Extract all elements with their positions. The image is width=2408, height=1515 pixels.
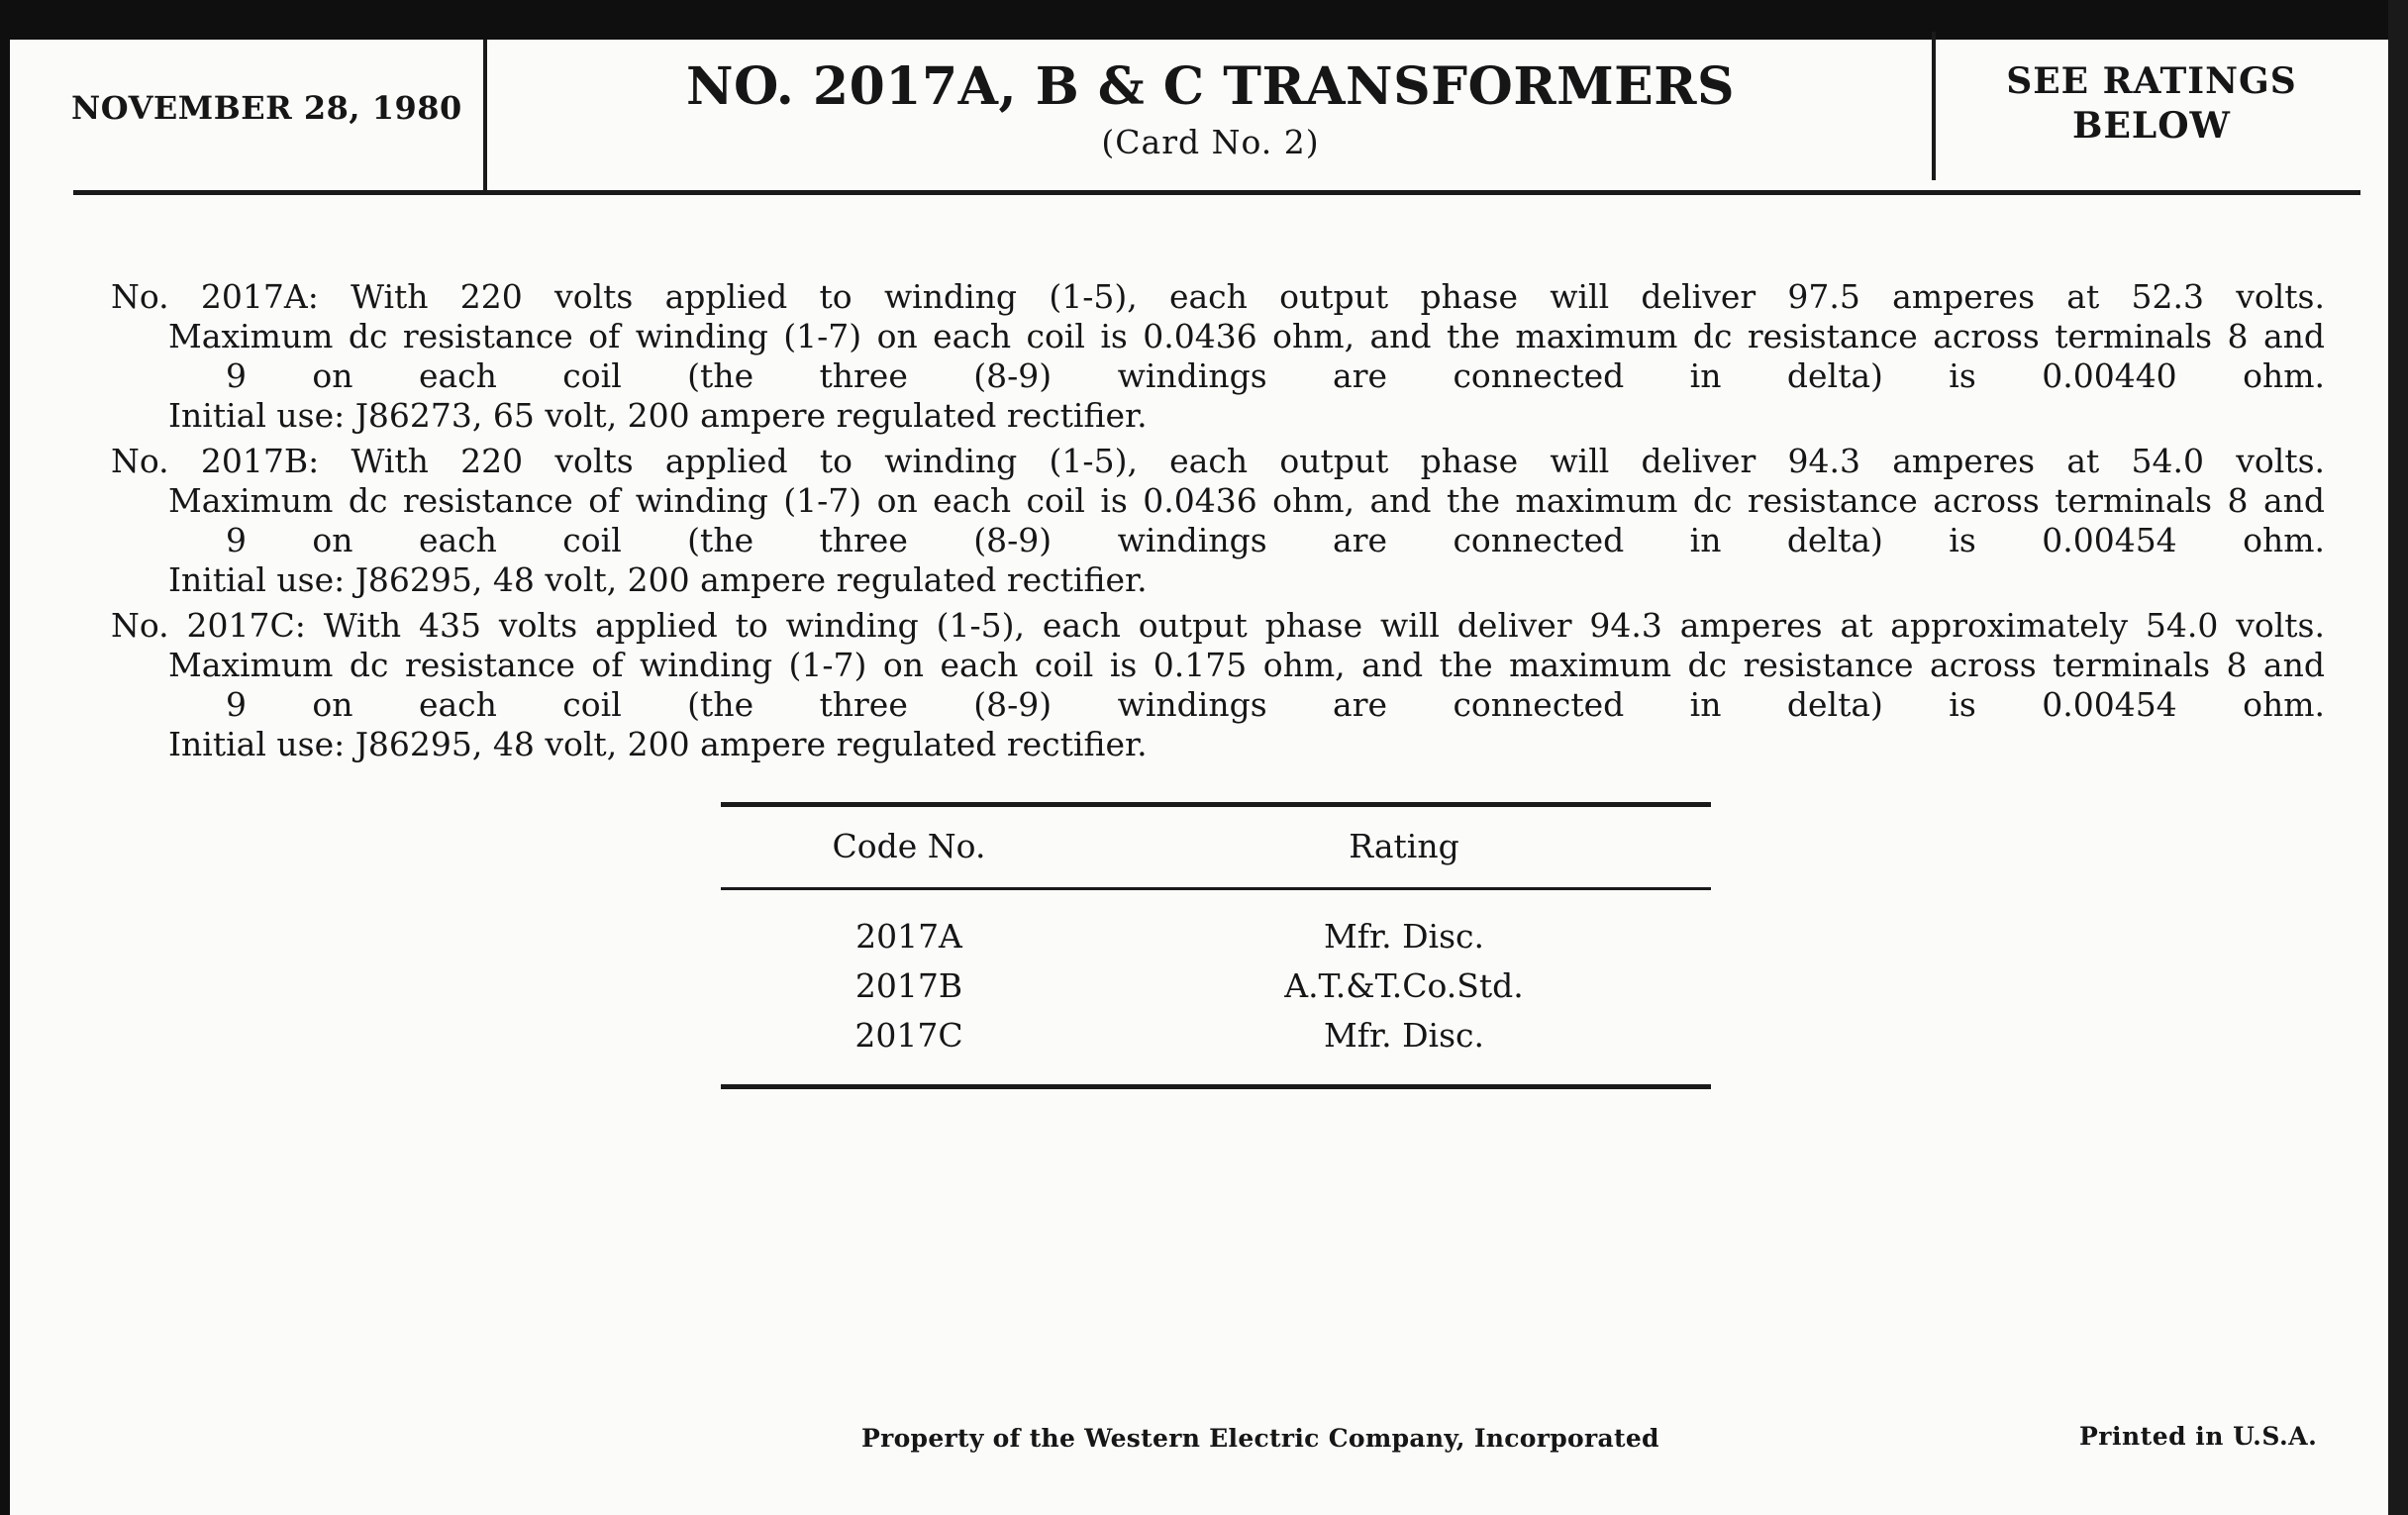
table-row: [721, 912, 1711, 961]
property-notice: Property of the Western Electric Company, Incorporated: [861, 1424, 1659, 1453]
code-cell: 2017A: [855, 917, 962, 956]
column-header-code: Code No.: [832, 827, 986, 865]
entry-resistance-line1: Maximum dc resistance of winding (1-7) on each coil is 0.0436 ohm, and the maximum dc resistance across terminals 8 and: [168, 481, 2325, 520]
issue-date: NOVEMBER 28, 1980: [71, 89, 462, 127]
entry-lead: No. 2017B: With 220 volts applied to winding (1-5), each output phase will deliver 94.3 amperes at 54.0 volts.: [111, 442, 2325, 480]
scan-edge: [2388, 0, 2408, 1515]
document-title: NO. 2017A, B & C TRANSFORMERS: [685, 56, 1736, 117]
table-row: [721, 1011, 1711, 1060]
table-body: [721, 890, 1711, 1084]
entry-initial-use: Initial use: J86295, 48 volt, 200 ampere regulated rectifier.: [168, 725, 1148, 763]
specifications-body: [111, 277, 2325, 770]
column-header-rating: Rating: [1349, 827, 1459, 865]
entry-resistance-line2: 9 on each coil (the three (8-9) windings are connected in delta) is 0.00454 ohm.: [226, 521, 2325, 559]
card-number: (Card No. 2): [1101, 122, 1320, 161]
code-cell: 2017C: [854, 1016, 963, 1055]
code-cell: 2017B: [854, 966, 963, 1005]
entry-resistance-line2: 9 on each coil (the three (8-9) windings are connected in delta) is 0.00440 ohm.: [226, 356, 2325, 395]
header-rule: [73, 190, 2360, 195]
header-title-block: [490, 57, 1931, 161]
ratings-note: [1939, 59, 2364, 149]
ratings-note-line2: BELOW: [2072, 105, 2231, 147]
printed-notice: Printed in U.S.A.: [2079, 1422, 2318, 1451]
ratings-note-line1: SEE RATINGS: [2006, 60, 2297, 102]
table-header-row: [721, 807, 1711, 887]
entry-resistance-line1: Maximum dc resistance of winding (1-7) on each coil is 0.175 ohm, and the maximum dc resistance across terminals 8 and: [168, 646, 2325, 684]
spec-card: [10, 40, 2388, 1515]
entry-resistance-line1: Maximum dc resistance of winding (1-7) on each coil is 0.0436 ohm, and the maximum dc resistance across terminals 8 and: [168, 317, 2325, 355]
entry-initial-use: Initial use: J86295, 48 volt, 200 ampere regulated rectifier.: [168, 560, 1148, 599]
entry-resistance-line2: 9 on each coil (the three (8-9) windings are connected in delta) is 0.00454 ohm.: [226, 685, 2325, 724]
entry-2017a: [111, 277, 2325, 436]
header-divider-right: [1932, 32, 1936, 180]
entry-initial-use: Initial use: J86273, 65 volt, 200 ampere regulated rectifier.: [168, 396, 1148, 435]
entry-2017c: [111, 606, 2325, 764]
table-bottom-rule: [721, 1084, 1711, 1089]
entry-2017b: [111, 442, 2325, 600]
rating-cell: Mfr. Disc.: [1323, 917, 1485, 956]
entry-lead: No. 2017C: With 435 volts applied to winding (1-5), each output phase will deliver 94.3 amperes at approximately 54.0 volts.: [111, 606, 2325, 645]
rating-cell: A.T.&T.Co.Std.: [1284, 966, 1524, 1005]
rating-cell: Mfr. Disc.: [1323, 1016, 1485, 1055]
table-row: [721, 961, 1711, 1011]
entry-lead: No. 2017A: With 220 volts applied to winding (1-5), each output phase will deliver 97.5 amperes at 52.3 volts.: [111, 277, 2325, 316]
ratings-table: [721, 802, 1711, 1089]
header-divider-left: [483, 40, 487, 194]
